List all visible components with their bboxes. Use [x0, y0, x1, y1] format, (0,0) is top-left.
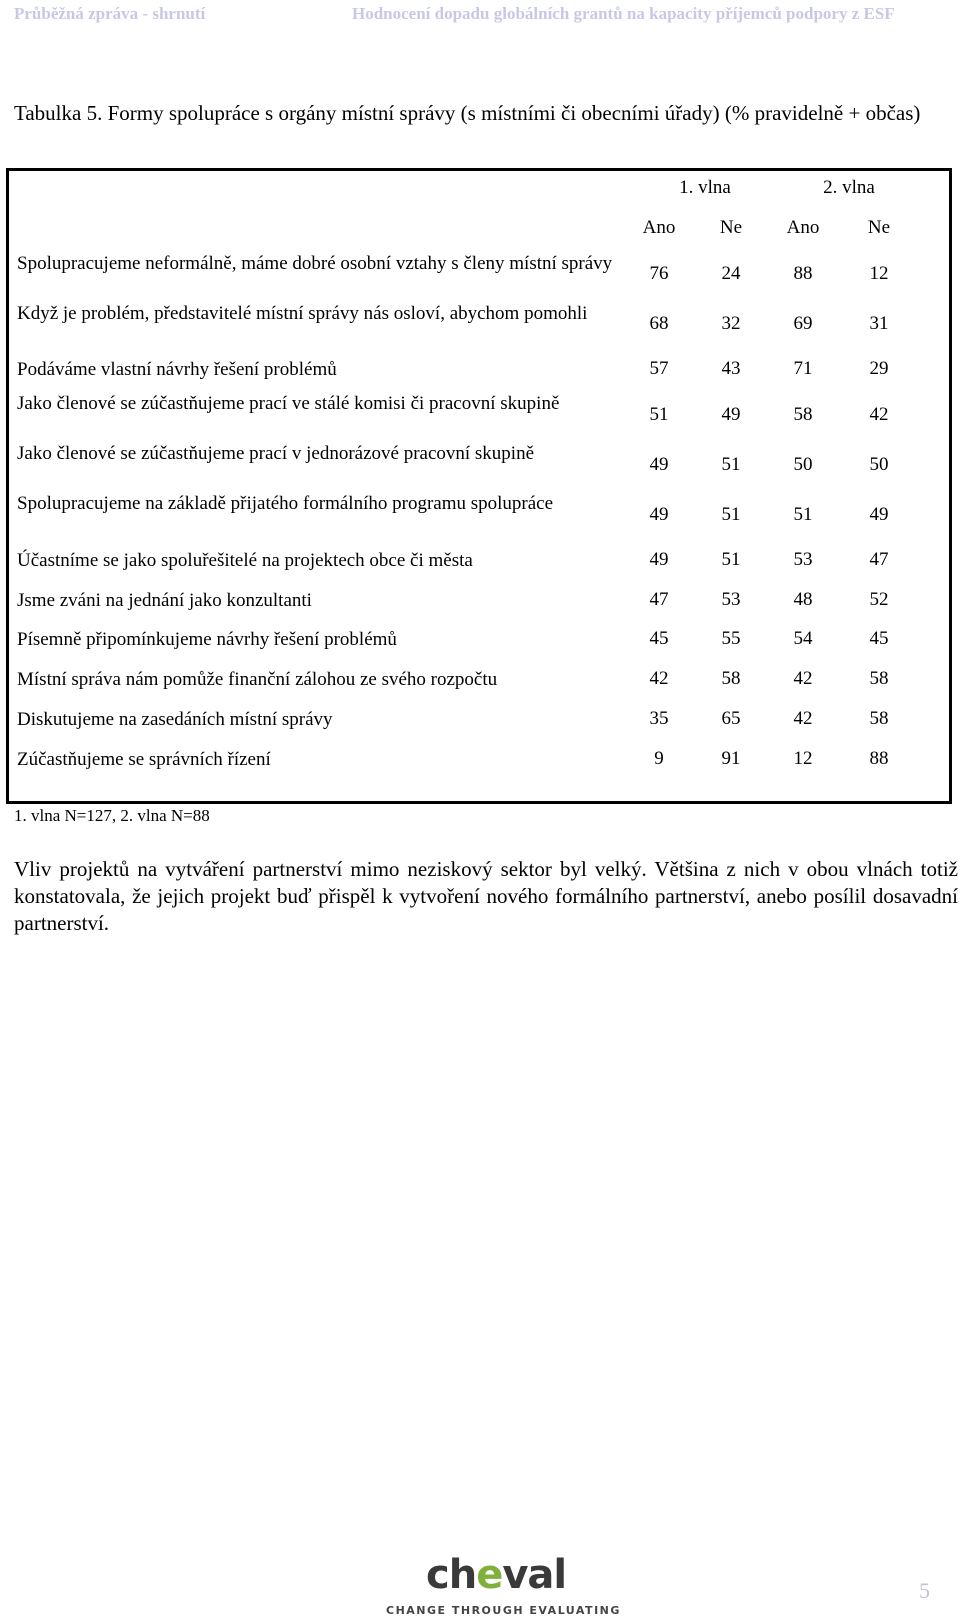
- cell-value: 69: [793, 313, 813, 334]
- cheval-logo: [386, 1552, 621, 1618]
- cell-value: 53: [721, 589, 741, 610]
- cell-value: 42: [649, 668, 669, 689]
- page-number: 5: [919, 1578, 930, 1603]
- cell-value: 35: [649, 708, 669, 729]
- cell-value: 42: [793, 668, 813, 689]
- column-header-no-wave-2: Ne: [867, 217, 891, 238]
- cell-value: 58: [869, 708, 889, 729]
- cell-value: 24: [721, 263, 741, 284]
- cell-value: 76: [649, 263, 669, 284]
- running-header-right: Hodnocení dopadu globálních grantů na kapacity příjemců podpory z ESF: [352, 4, 895, 23]
- cell-value: 31: [869, 313, 889, 334]
- row-label: Spolupracujeme neformálně, máme dobré osobní vztahy s členy místní správy: [17, 253, 613, 274]
- column-header-yes-wave-2: Ano: [786, 217, 820, 238]
- cell-value: 51: [721, 504, 741, 525]
- cell-value: 42: [869, 404, 889, 425]
- cell-value: 49: [649, 504, 669, 525]
- row-label: Jako členové se zúčastňujeme prací v jednorázové pracovní skupině: [17, 443, 535, 464]
- row-label: Písemně připomínkujeme návrhy řešení problémů: [17, 629, 397, 650]
- cell-value: 57: [649, 358, 669, 379]
- cell-value: 45: [649, 628, 669, 649]
- table-caption: Tabulka 5. Formy spolupráce s orgány místní správy (s místními či obecními úřady) (% pravidelně + občas): [14, 101, 921, 125]
- cell-value: 88: [869, 748, 889, 769]
- logo-tagline: CHANGE THROUGH EVALUATING: [386, 1604, 621, 1617]
- cell-value: 71: [793, 358, 813, 379]
- cell-value: 48: [793, 589, 813, 610]
- cell-value: 51: [649, 404, 669, 425]
- cell-value: 47: [649, 589, 669, 610]
- cell-value: 58: [793, 404, 813, 425]
- cell-value: 54: [793, 628, 813, 649]
- table-note: 1. vlna N=127, 2. vlna N=88: [14, 806, 210, 825]
- cell-value: 12: [869, 263, 889, 284]
- column-group-wave-1: 1. vlna: [679, 177, 731, 198]
- row-label: Když je problém, představitelé místní správy nás osloví, abychom pomohli: [17, 303, 588, 324]
- cell-value: 9: [654, 748, 664, 769]
- logo-wordmark: cheval: [426, 1552, 567, 1598]
- running-header-left: Průběžná zpráva - shrnutí: [14, 4, 206, 23]
- cell-value: 91: [721, 748, 741, 769]
- cell-value: 42: [793, 708, 813, 729]
- cell-value: 58: [721, 668, 741, 689]
- column-group-wave-2: 2. vlna: [823, 177, 875, 198]
- cell-value: 50: [793, 454, 813, 475]
- data-table: [6, 168, 952, 804]
- cell-value: 49: [649, 454, 669, 475]
- cell-value: 51: [721, 454, 741, 475]
- cell-value: 65: [721, 708, 741, 729]
- cell-value: 53: [793, 549, 813, 570]
- cell-value: 49: [649, 549, 669, 570]
- cell-value: 49: [869, 504, 889, 525]
- cell-value: 52: [869, 589, 889, 610]
- cell-value: 51: [793, 504, 813, 525]
- cell-value: 50: [869, 454, 889, 475]
- cell-value: 43: [721, 358, 741, 379]
- cell-value: 12: [793, 748, 813, 769]
- column-header-no-wave-1: Ne: [719, 217, 743, 238]
- cell-value: 51: [721, 549, 741, 570]
- row-label: Místní správa nám pomůže finanční zálohou ze svého rozpočtu: [17, 669, 498, 690]
- cell-value: 49: [721, 404, 741, 425]
- cell-value: 32: [721, 313, 741, 334]
- cell-value: 47: [869, 549, 889, 570]
- body-paragraph: Vliv projektů na vytváření partnerství mimo neziskový sektor byl velký. Většina z nich v obou vlnách totiž konstatovala, že jejich projekt buď přispěl k vytvoření nového formálního partnerství, anebo posílil dosavadní partnerství.: [14, 857, 958, 935]
- row-label: Diskutujeme na zasedáních místní správy: [17, 709, 333, 730]
- cell-value: 55: [721, 628, 741, 649]
- cell-value: 29: [869, 358, 889, 379]
- cell-value: 58: [869, 668, 889, 689]
- row-label: Jsme zváni na jednání jako konzultanti: [17, 590, 312, 611]
- column-header-yes-wave-1: Ano: [642, 217, 676, 238]
- cell-value: 45: [869, 628, 889, 649]
- row-label: Jako členové se zúčastňujeme prací ve stálé komisi či pracovní skupině: [17, 393, 560, 414]
- row-label: Podáváme vlastní návrhy řešení problémů: [17, 359, 337, 380]
- cell-value: 88: [793, 263, 813, 284]
- row-label: Zúčastňujeme se správních řízení: [17, 749, 271, 770]
- cell-value: 68: [649, 313, 669, 334]
- row-label: Účastníme se jako spoluřešitelé na projektech obce či města: [17, 550, 473, 571]
- row-label: Spolupracujeme na základě přijatého formálního programu spolupráce: [17, 493, 554, 514]
